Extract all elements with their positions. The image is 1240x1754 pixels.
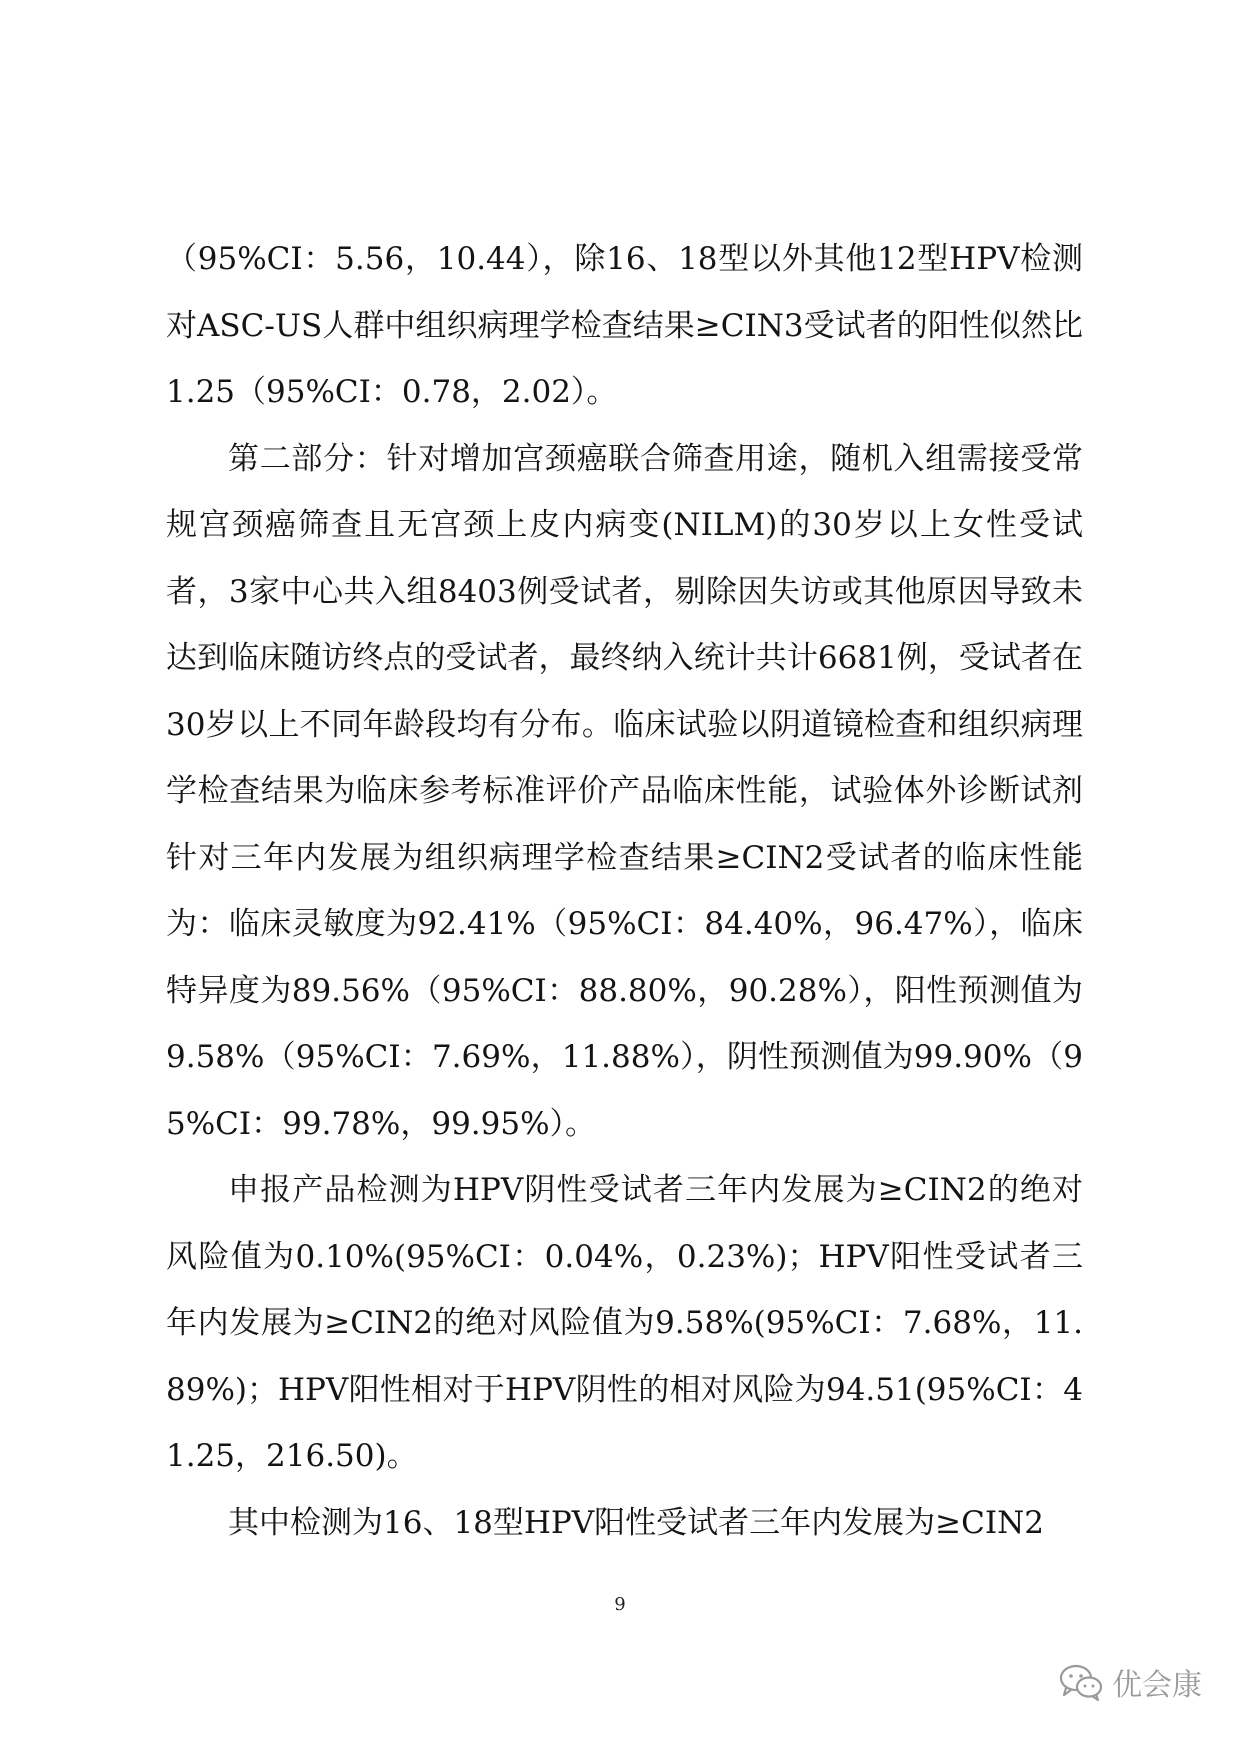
page-number: 9 bbox=[614, 1594, 626, 1615]
paragraph-4: 其中检测为16、18型HPV阳性受试者三年内发展为≥CIN2 bbox=[228, 1504, 1044, 1541]
paragraph-3: 申报产品检测为HPV阴性受试者三年内发展为≥CIN2的绝对风险值为0.10%(95%CI：0.04%，0.23%)；HPV阳性受试者三年内发展为≥CIN2的绝对风险值为9.58%(95%CI：7.68%，11.89%)；HPV阳性相对于HPV阴性的相对风险为94.51(95%CI：41.25，216.50)。 bbox=[166, 1172, 1083, 1474]
body-text bbox=[166, 226, 1083, 1556]
wechat-icon bbox=[1058, 1662, 1104, 1702]
watermark bbox=[1058, 1660, 1202, 1704]
paragraph-1: （95%CI：5.56，10.44），除16、18型以外其他12型HPV检测对ASC-US人群中组织病理学检查结果≥CIN3受试者的阳性似然比1.25（95%CI：0.78，2.02）。 bbox=[166, 241, 1083, 410]
watermark-text: 优会康 bbox=[1112, 1668, 1202, 1703]
paragraph-2: 第二部分：针对增加宫颈癌联合筛查用途，随机入组需接受常规宫颈癌筛查且无宫颈上皮内病变(NILM)的30岁以上女性受试者，3家中心共入组8403例受试者，剔除因失访或其他原因导致未达到临床随访终点的受试者，最终纳入统计共计6681例，受试者在30岁以上不同年龄段均有分布。临床试验以阴道镜检查和组织病理学检查结果为临床参考标准评价产品临床性能，试验体外诊断试剂针对三年内发展为组织病理学检查结果≥CIN2受试者的临床性能为：临床灵敏度为92.41%（95%CI：84.40%，96.47%），临床特异度为89.56%（95%CI：88.80%，90.28%），阳性预测值为9.58%（95%CI：7.69%，11.88%），阴性预测值为99.90%（95%CI：99.78%，99.95%）。 bbox=[166, 440, 1083, 1142]
